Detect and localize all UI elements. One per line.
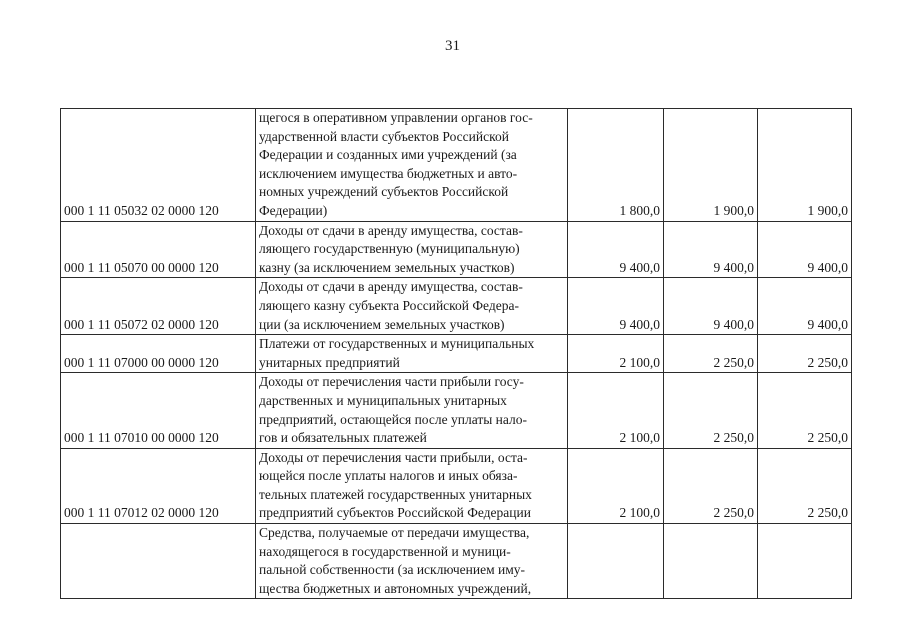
name-line: находящегося в государственной и муници- xyxy=(259,543,511,559)
value-year3-cell: 2 250,0 xyxy=(758,373,852,448)
value-year2-cell: 2 250,0 xyxy=(664,373,758,448)
name-line: предприятий, остающейся после уплаты нало- xyxy=(259,411,527,427)
table-row xyxy=(61,221,852,278)
value-year3-cell: 2 250,0 xyxy=(758,448,852,523)
name-line: Доходы от сдачи в аренду имущества, состав- xyxy=(259,279,523,295)
value-year1-cell: 9 400,0 xyxy=(568,221,664,278)
page-number: 31 xyxy=(445,38,460,54)
revenue-name-cell xyxy=(256,524,568,599)
name-line: ции (за исключением земельных участков) xyxy=(259,316,505,332)
revenue-name-cell xyxy=(256,109,568,222)
revenue-name-cell xyxy=(256,335,568,373)
name-line: номных учреждений субъектов Российской xyxy=(259,184,509,200)
name-line: предприятий субъектов Российской Федерации xyxy=(259,505,531,521)
value-year1-cell: 2 100,0 xyxy=(568,335,664,373)
name-line: Федерации и созданных ими учреждений (за xyxy=(259,147,517,163)
budget-code-cell: 000 1 11 05032 02 0000 120 xyxy=(61,109,256,222)
revenue-name-cell xyxy=(256,221,568,278)
value-year1-cell: 2 100,0 xyxy=(568,373,664,448)
revenue-name-cell xyxy=(256,448,568,523)
name-line: ющейся после уплаты налогов и иных обяза- xyxy=(259,468,518,484)
revenue-table xyxy=(60,108,852,599)
table-row xyxy=(61,373,852,448)
budget-code-cell: 000 1 11 07000 00 0000 120 xyxy=(61,335,256,373)
table-row xyxy=(61,524,852,599)
value-year1-cell: 1 800,0 xyxy=(568,109,664,222)
name-line: исключением имущества бюджетных и авто- xyxy=(259,165,518,181)
name-line: казну (за исключением земельных участков) xyxy=(259,259,515,275)
name-line: ляющего государственную (муниципальную) xyxy=(259,241,520,257)
budget-code-cell: 000 1 11 05070 00 0000 120 xyxy=(61,221,256,278)
budget-code-cell: 000 1 11 07010 00 0000 120 xyxy=(61,373,256,448)
value-year3-cell: 1 900,0 xyxy=(758,109,852,222)
value-year3-cell: 2 250,0 xyxy=(758,335,852,373)
revenue-name-cell xyxy=(256,373,568,448)
name-line: щества бюджетных и автономных учреждений, xyxy=(259,580,532,596)
name-line: гов и обязательных платежей xyxy=(259,430,427,446)
value-year2-cell: 2 250,0 xyxy=(664,335,758,373)
value-year1-cell xyxy=(568,524,664,599)
budget-code-cell: 000 1 11 05072 02 0000 120 xyxy=(61,278,256,335)
name-line: ударственной власти субъектов Российской xyxy=(259,128,509,144)
name-line: тельных платежей государственных унитарных xyxy=(259,486,532,502)
name-line: Доходы от перечисления части прибыли госу- xyxy=(259,374,524,390)
table-row xyxy=(61,109,852,222)
value-year2-cell: 2 250,0 xyxy=(664,448,758,523)
name-line: Доходы от сдачи в аренду имущества, состав- xyxy=(259,222,523,238)
value-year3-cell: 9 400,0 xyxy=(758,221,852,278)
value-year2-cell: 1 900,0 xyxy=(664,109,758,222)
value-year2-cell: 9 400,0 xyxy=(664,278,758,335)
budget-code-cell: 000 1 11 07012 02 0000 120 xyxy=(61,448,256,523)
value-year2-cell: 9 400,0 xyxy=(664,221,758,278)
value-year1-cell: 2 100,0 xyxy=(568,448,664,523)
table-row xyxy=(61,335,852,373)
value-year1-cell: 9 400,0 xyxy=(568,278,664,335)
name-line: унитарных предприятий xyxy=(259,354,400,370)
value-year2-cell xyxy=(664,524,758,599)
table-row xyxy=(61,278,852,335)
budget-code-cell xyxy=(61,524,256,599)
name-line: щегося в оперативном управлении органов гос- xyxy=(259,110,533,125)
name-line: Средства, получаемые от передачи имущества, xyxy=(259,525,530,541)
table-row xyxy=(61,448,852,523)
name-line: дарственных и муниципальных унитарных xyxy=(259,392,507,408)
value-year3-cell: 9 400,0 xyxy=(758,278,852,335)
name-line: Федерации) xyxy=(259,202,328,218)
name-line: Платежи от государственных и муниципальных xyxy=(259,336,535,352)
name-line: Доходы от перечисления части прибыли, оста- xyxy=(259,449,528,465)
name-line: пальной собственности (за исключением иму- xyxy=(259,562,526,578)
name-line: ляющего казну субъекта Российской Федера- xyxy=(259,297,519,313)
value-year3-cell xyxy=(758,524,852,599)
revenue-name-cell xyxy=(256,278,568,335)
